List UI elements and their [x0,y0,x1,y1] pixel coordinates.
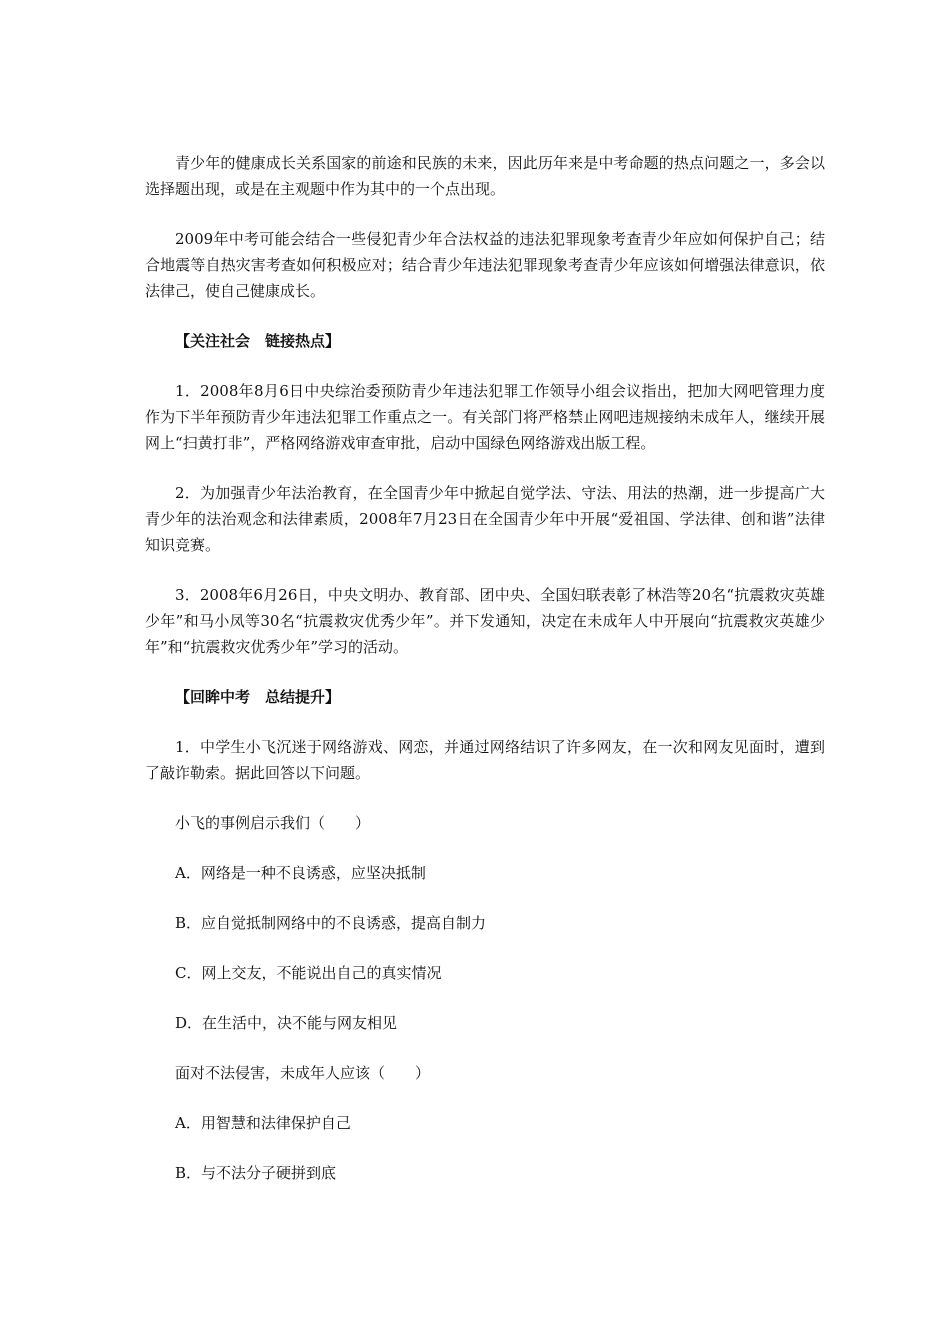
sub-question-1-option-c: C．网上交友，不能说出自己的真实情况 [175,964,442,982]
intro-paragraph-2: 2009年中考可能会结合一些侵犯青少年合法权益的违法犯罪现象考查青少年应如何保护自己；结合地震等自热灾害考查如何积极应对；结合青少年违法犯罪现象考查青少年应该如何增强法律意识，依法律己，使自己健康成长。 [145,230,825,300]
sub-question-1-stem: 小飞的事例启示我们（ ） [175,814,371,832]
sub-question-2-stem: 面对不法侵害，未成年人应该（ ） [175,1064,431,1082]
question-1-stem: 1．中学生小飞沉迷于网络游戏、网恋，并通过网络结识了许多网友，在一次和网友见面时，遭到了敲诈勒索。据此回答以下问题。 [145,738,825,782]
section-heading-hotspots: 【关注社会 链接热点】 [175,332,341,350]
hotspot-item-3: 3．2008年6月26日，中央文明办、教育部、团中央、全国妇联表彰了林浩等20名“抗震救灾英雄少年”和马小凤等30名“抗震救灾优秀少年”。并下发通知，决定在未成年人中开展向“抗震救灾英雄少年”和“抗震救灾优秀少年”学习的活动。 [145,586,825,656]
section-heading-review: 【回眸中考 总结提升】 [175,688,341,706]
intro-paragraph-1: 青少年的健康成长关系国家的前途和民族的未来，因此历年来是中考命题的热点问题之一，多会以选择题出现，或是在主观题中作为其中的一个点出现。 [145,154,825,198]
sub-question-1-option-d: D．在生活中，决不能与网友相见 [175,1014,398,1032]
sub-question-2-option-a: A．用智慧和法律保护自己 [175,1114,351,1132]
hotspot-item-1: 1．2008年8月6日中央综治委预防青少年违法犯罪工作领导小组会议指出，把加大网吧管理力度作为下半年预防青少年违法犯罪工作重点之一。有关部门将严格禁止网吧违规接纳未成年人，继续开展网上“扫黄打非”，严格网络游戏审查审批，启动中国绿色网络游戏出版工程。 [145,382,825,452]
sub-question-2-option-b: B．与不法分子硬拼到底 [175,1164,337,1182]
hotspot-item-2: 2．为加强青少年法治教育，在全国青少年中掀起自觉学法、守法、用法的热潮，进一步提高广大青少年的法治观念和法律素质，2008年7月23日在全国青少年中开展“爱祖国、学法律、创和谐”法律知识竞赛。 [145,484,825,554]
document-body [145,150,825,1210]
sub-question-1-option-b: B．应自觉抵制网络中的不良诱惑，提高自制力 [175,914,487,932]
sub-question-1-option-a: A．网络是一种不良诱惑，应坚决抵制 [175,864,426,882]
